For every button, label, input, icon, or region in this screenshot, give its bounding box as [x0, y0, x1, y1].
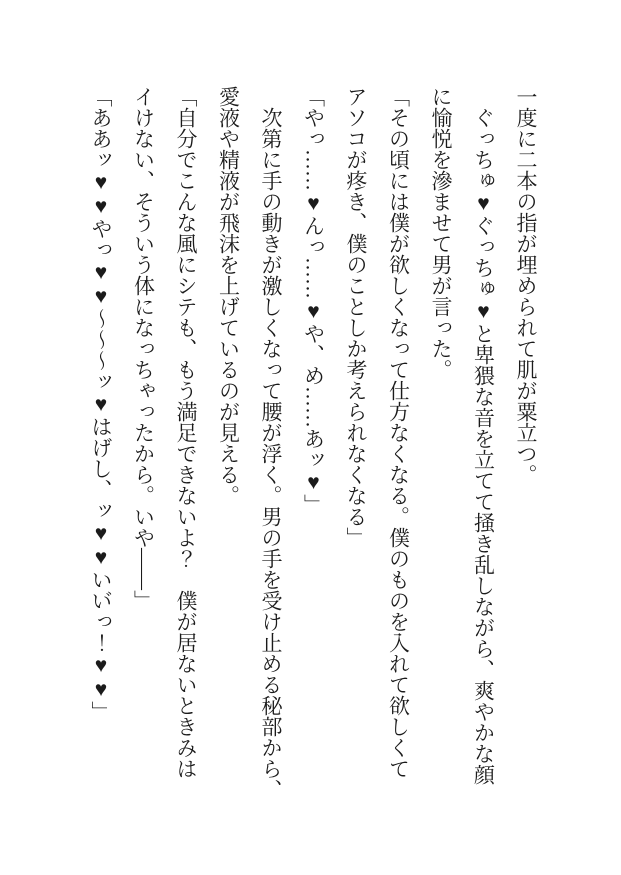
text-line: 「やっ……♥んっ……♥や、め……あッ♥」 [301, 86, 326, 515]
text-line: アソコが疼き、僕のことしか考えられなくなる」 [344, 86, 368, 548]
text-line: 次第に手の動きが激しくなって腰が浮く。男の手を受け止める秘部から、 [259, 86, 283, 800]
text-line: 「自分でこんな風にシテも、もう満足できないよ？ 僕が居ないときみは [174, 86, 198, 779]
text-line: 「ああッ♥♥やっ♥♥〜〜〜ッ♥はげし、ッ♥♥いい゙っ！♥♥」 [89, 86, 113, 722]
text-line: イけない、そういう体になっちゃったから。いや――」 [131, 86, 156, 611]
text-line: 「その頃には僕が欲しくなって仕方なくなる。僕のものを入れて欲しくて [386, 86, 411, 779]
text-line: に愉悦を滲ませて男が言った。 [429, 86, 453, 380]
text-line: ぐっちゅ♥ぐっちゅ♥と卑猥な音を立てて掻き乱しながら、爽やかな顔 [471, 86, 496, 785]
text-line: 一度に二本の指が埋められて肌が粟立つ。 [514, 86, 538, 485]
text-line: 愛液や精液が飛沫を上げているのが見える。 [216, 86, 241, 506]
